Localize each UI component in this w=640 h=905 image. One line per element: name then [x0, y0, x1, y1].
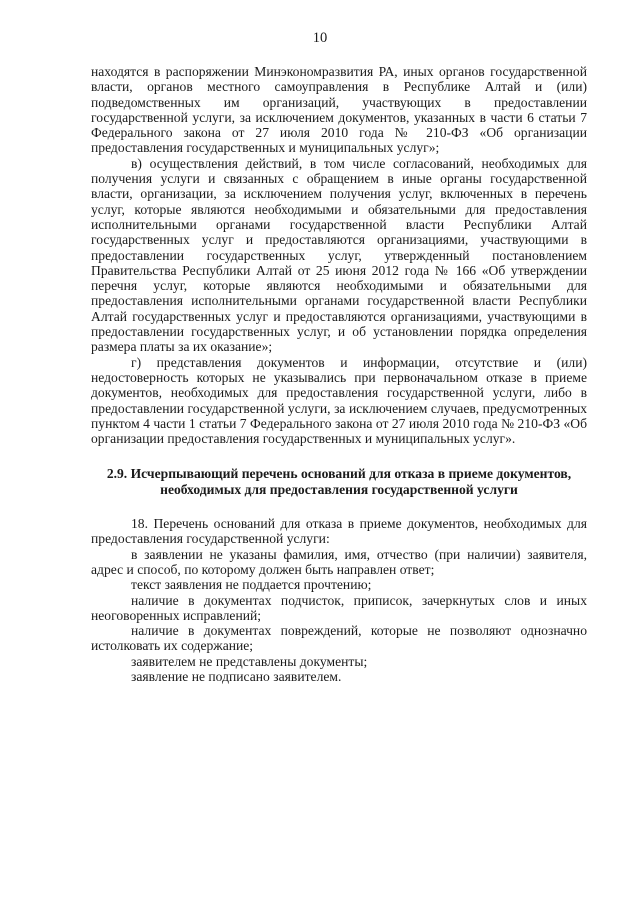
- list-item-unreadable: текст заявления не поддается прочтению;: [131, 577, 372, 593]
- document-body: [91, 64, 587, 684]
- paragraph-continuation: находятся в распоряжении Минэкономразвития РА, иных органов государственной власти, органов местного самоуправления в Республике Алтай и (или) подведомственных им организаций, участвующих в предоставлении государственной услуги, за исключением документов, указанных в части 6 статьи 7 Федерального закона от 27 июля 2010 года № 210-ФЗ «Об организации предоставления государственных и муниципальных услуг»;: [91, 64, 587, 156]
- section-heading: 2.9. Исчерпывающий перечень оснований для отказа в приеме документов, необходимых для предоставления государственной услуги: [106, 466, 572, 497]
- list-item-no-documents: заявителем не представлены документы;: [131, 653, 368, 669]
- page-number: 10: [312, 30, 328, 46]
- paragraph-item-g: г) представления документов и информации, отсутствие и (или) недостоверность которых не указывались при первоначальном отказе в приеме документов, необходимых для предоставления государственной услуги, либо в предоставлении государственной услуги, за исключением случаев, предусмотренных пунктом 4 части 1 статьи 7 Федерального закона от 27 июля 2010 года № 210-ФЗ «Об организации предоставления государственных и муниципальных услуг».: [91, 354, 587, 447]
- list-item-not-signed: заявление не подписано заявителем.: [131, 668, 342, 684]
- list-item-name-address: в заявлении не указаны фамилия, имя, отчество (при наличии) заявителя, адрес и способ, по которому должен быть направлен ответ;: [91, 546, 587, 577]
- list-item-damage: наличие в документах повреждений, которые не позволяют однозначно истолковать их содержание;: [91, 623, 587, 654]
- paragraph-18: 18. Перечень оснований для отказа в приеме документов, необходимых для предоставления государственной услуги:: [91, 516, 587, 547]
- paragraph-item-v: в) осуществления действий, в том числе согласований, необходимых для получения услуги и связанных с обращением в иные органы государственной власти, организации, за исключением получения услуг, включенных в перечень услуг, которые являются необходимыми и обязательными для предоставления исполнительными органами государственной власти Республики Алтай государственных услуг и предоставляются организациями, участвующими в предоставлении государственных услуг, утвержденный постановлением Правительства Республики Алтай от 25 июня 2012 года № 166 «Об утверждении перечня услуг, которые являются необходимыми и обязательными для предоставления исполнительными органами государственной власти Республики Алтай государственных услуг и предоставляются организациями, участвующими в предоставлении государственных услуг, и об установлении порядка определения размера платы за их оказание»;: [91, 155, 587, 355]
- list-item-corrections: наличие в документах подчисток, приписок, зачеркнутых слов и иных неоговоренных исправлений;: [91, 592, 587, 623]
